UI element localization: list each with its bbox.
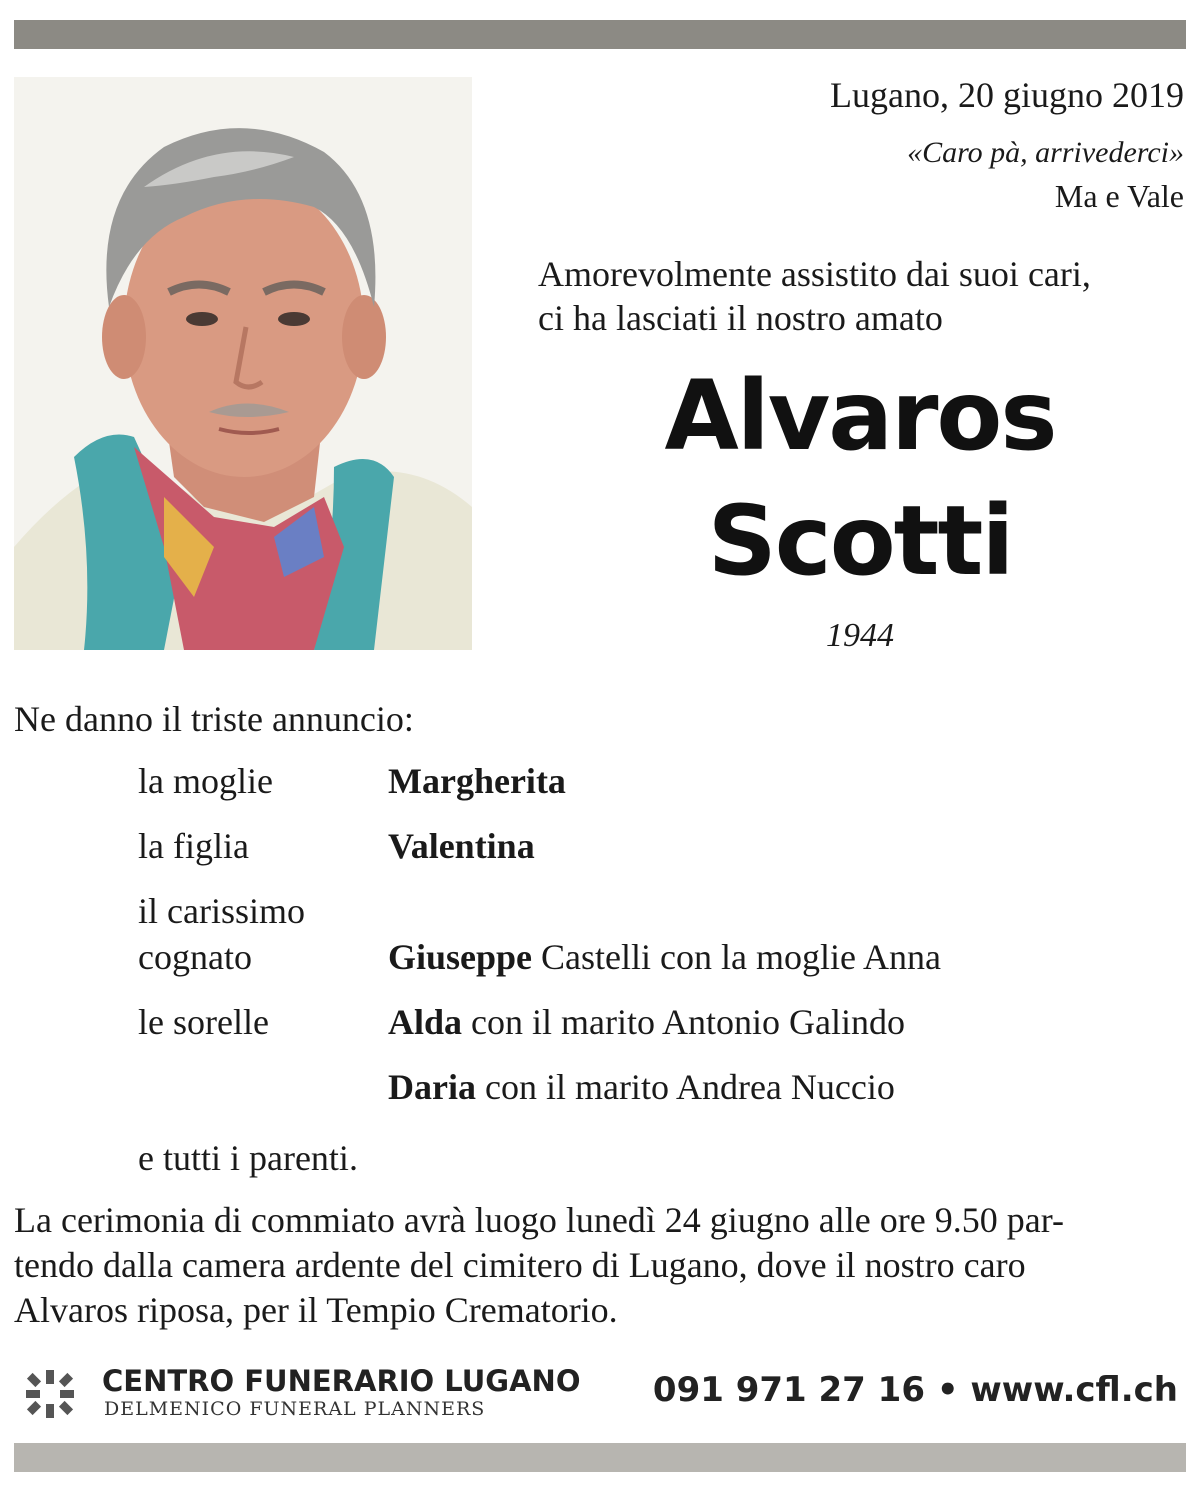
relative-label: la figlia bbox=[138, 826, 249, 866]
deceased-first-name: Alvaros bbox=[664, 360, 1056, 472]
bottom-divider-bar bbox=[14, 1443, 1186, 1472]
ceremony-line: La cerimonia di commiato avrà luogo lunedì 24 giugno alle ore 9.50 par- bbox=[14, 1200, 1064, 1240]
ceremony-text bbox=[14, 1198, 1186, 1333]
ceremony-line: tendo dalla camera ardente del cimitero di Lugano, dove il nostro caro bbox=[14, 1245, 1026, 1285]
intro-line: ci ha lasciati il nostro amato bbox=[538, 298, 943, 338]
top-divider-bar bbox=[14, 20, 1186, 49]
closing-line: e tutti i parenti. bbox=[138, 1138, 358, 1178]
relative-detail: Castelli con la moglie Anna bbox=[532, 937, 941, 977]
relative-label bbox=[138, 888, 305, 980]
relative-detail: con il marito Antonio Galindo bbox=[462, 1002, 905, 1042]
portrait-photo bbox=[14, 77, 472, 650]
relative-name: Daria bbox=[388, 1067, 476, 1107]
funeral-home-subtitle: DELMENICO FUNERAL PLANNERS bbox=[104, 1398, 486, 1420]
birth-year: 1944 bbox=[826, 617, 894, 654]
relative-entry bbox=[388, 823, 535, 869]
ceremony-line: Alvaros riposa, per il Tempio Crematorio. bbox=[14, 1290, 618, 1330]
relative-label: la moglie bbox=[138, 761, 273, 801]
relative-entry bbox=[388, 758, 566, 804]
funeral-home-contact: 091 971 27 16 • www.cfl.ch bbox=[652, 1370, 1178, 1410]
relative-entry bbox=[388, 999, 905, 1045]
funeral-home-logo-icon bbox=[24, 1368, 76, 1420]
relative-entry bbox=[388, 934, 941, 980]
deceased-last-name: Scotti bbox=[707, 485, 1013, 597]
relative-name: Margherita bbox=[388, 761, 566, 801]
relative-label: le sorelle bbox=[138, 1002, 269, 1042]
relative-entry bbox=[388, 1064, 895, 1110]
intro-line: Amorevolmente assistito dai suoi cari, bbox=[538, 254, 1091, 294]
relative-name: Valentina bbox=[388, 826, 535, 866]
dedication-quote: «Caro pà, arrivederci» bbox=[907, 136, 1184, 169]
place-date: Lugano, 20 giugno 2019 bbox=[830, 75, 1184, 115]
relative-detail: con il marito Andrea Nuccio bbox=[475, 1067, 895, 1107]
funeral-home-footer bbox=[14, 1360, 1186, 1432]
intro-text bbox=[538, 252, 1091, 340]
relative-name: Alda bbox=[388, 1002, 463, 1042]
announcement-intro: Ne danno il triste annuncio: bbox=[14, 699, 414, 739]
funeral-home-name: CENTRO FUNERARIO LUGANO bbox=[102, 1364, 581, 1398]
relative-name: Giuseppe bbox=[388, 937, 533, 977]
relative-label-line: il carissimo bbox=[138, 891, 305, 931]
relative-label-line: cognato bbox=[138, 937, 252, 977]
quote-signature: Ma e Vale bbox=[1054, 178, 1184, 214]
